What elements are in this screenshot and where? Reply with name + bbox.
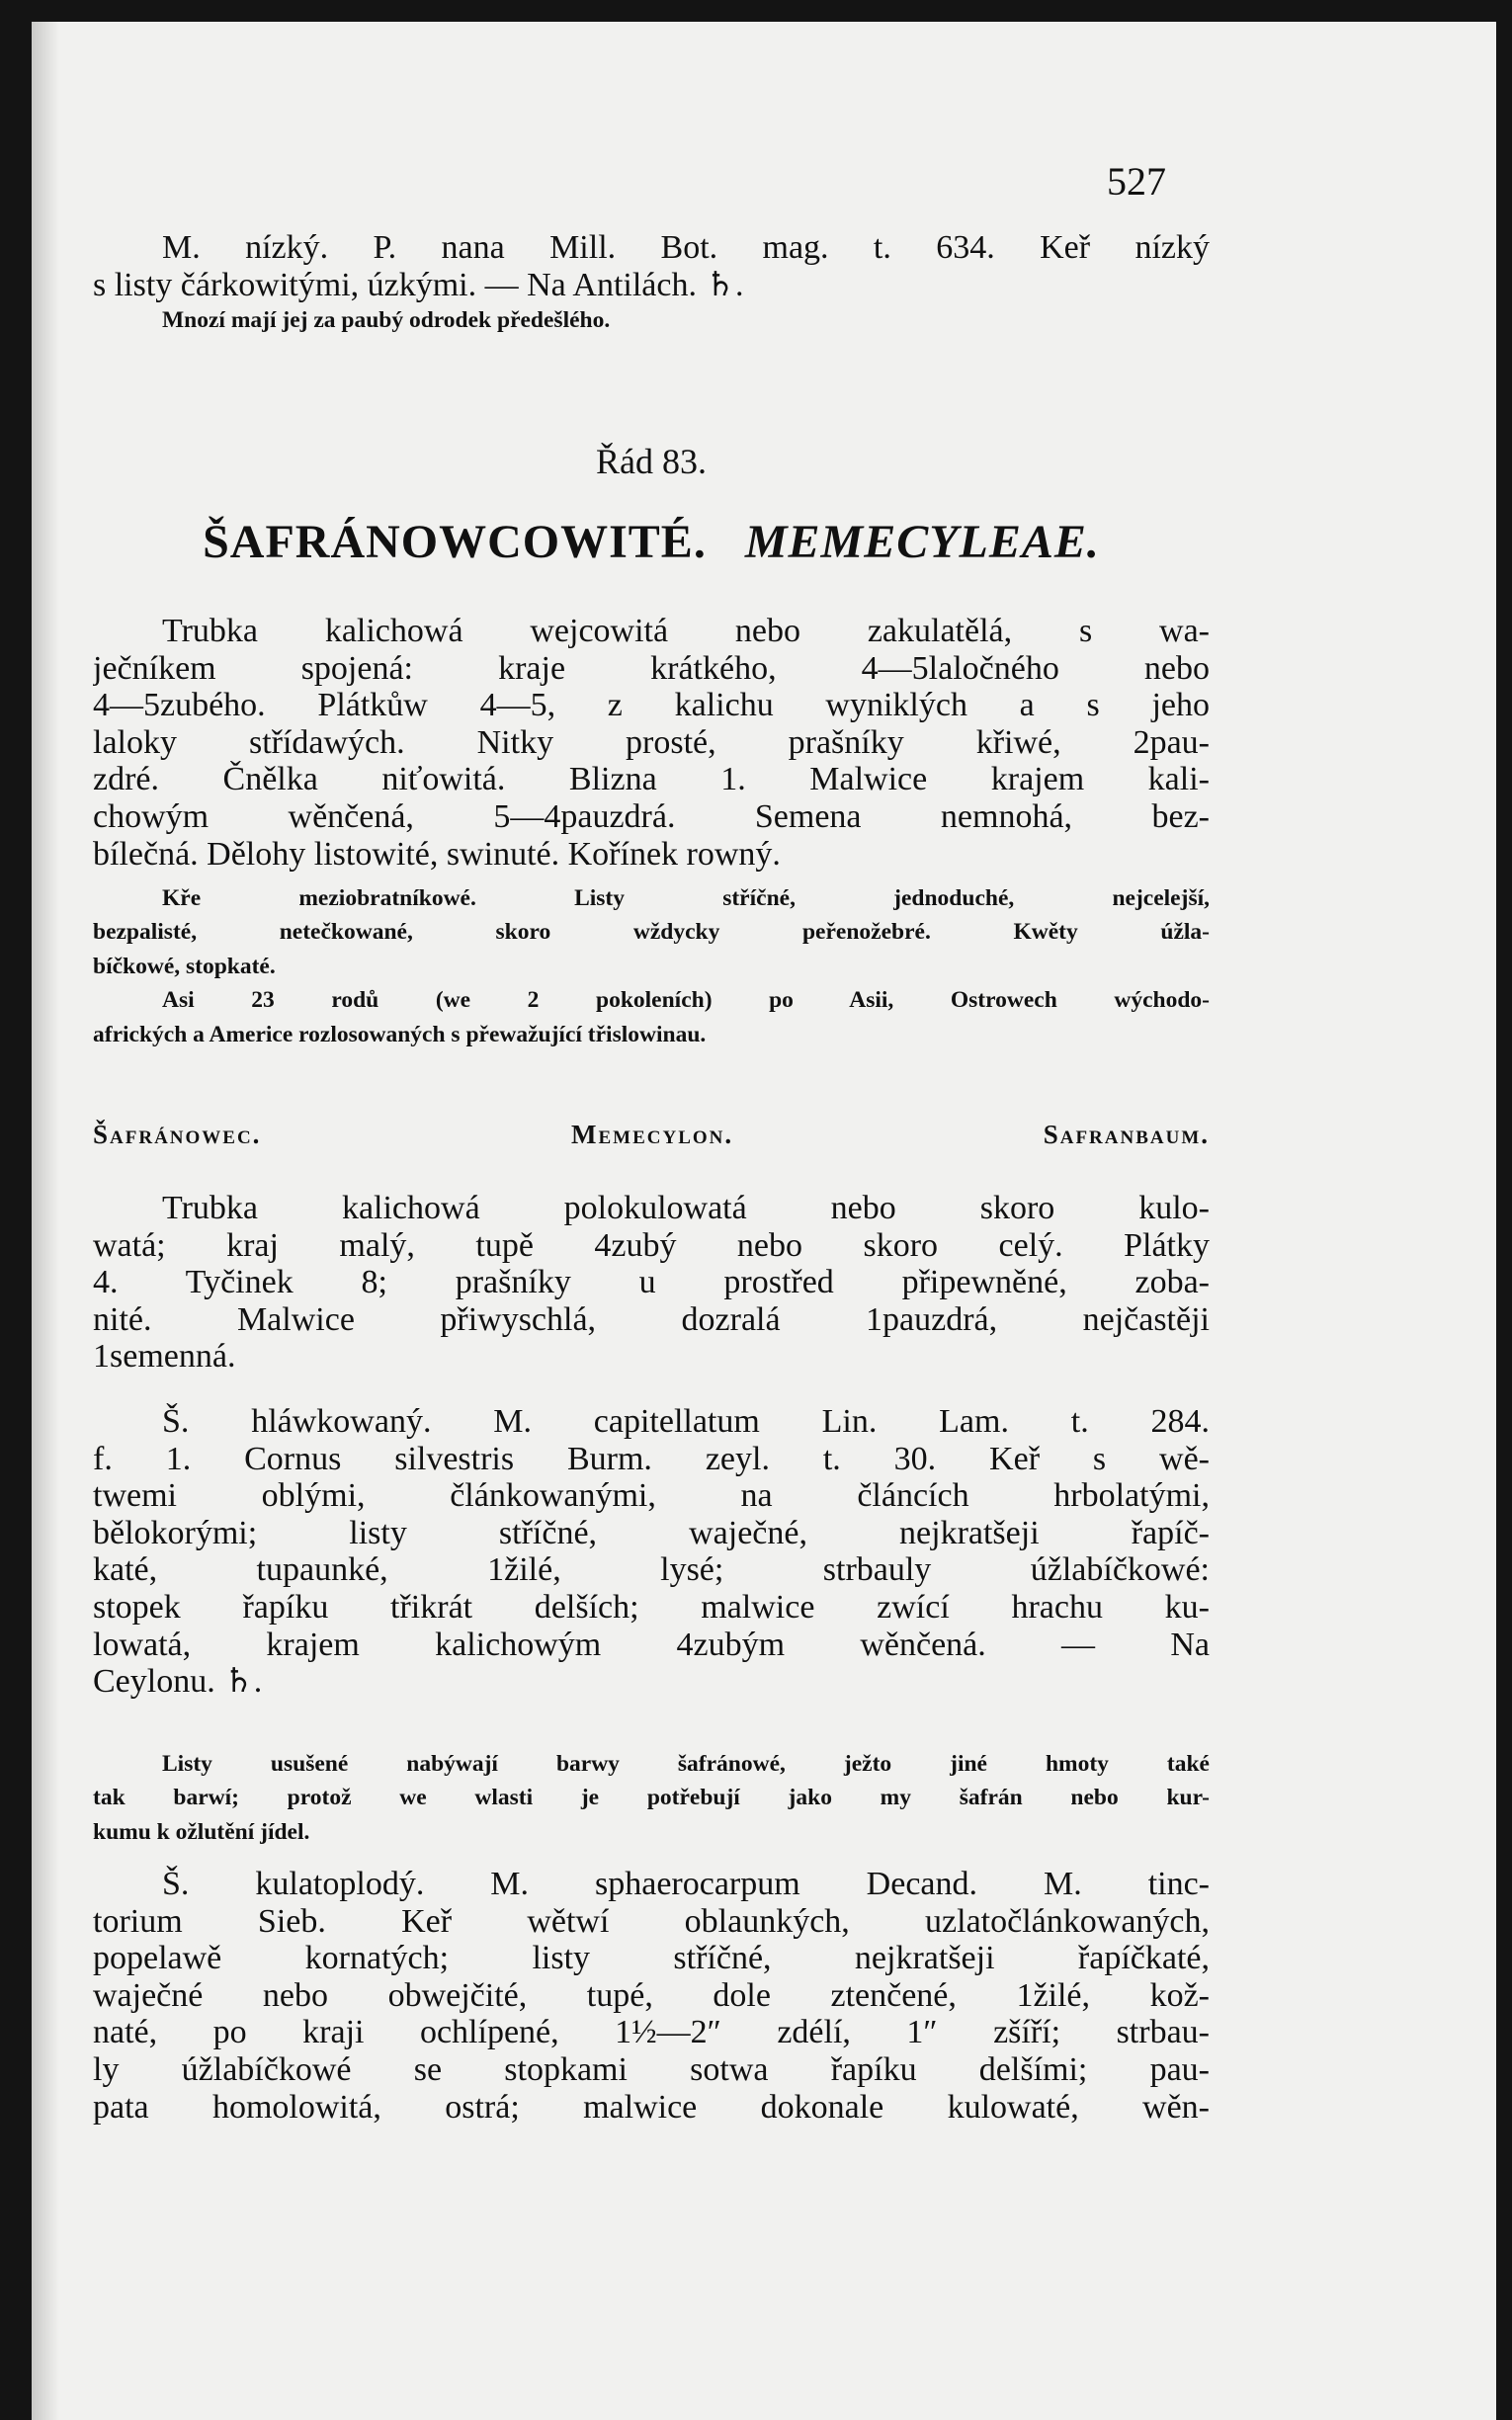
family-desc-line: 4—5zubého. Plátkůw 4—5, z kalichu wyniklých a s jeho xyxy=(93,687,1210,724)
family-dist-line: afrických a Americe rozlosowaných s přewažující třislowinau. xyxy=(93,1021,707,1047)
genus-heading xyxy=(93,1115,1210,1154)
species-capitellatum-notes xyxy=(93,1747,1210,1849)
species-note-line: kumu k ožlutění jídel. xyxy=(93,1818,310,1845)
genus-name-czech: Šafránowec. xyxy=(93,1120,262,1149)
previous-species-line-1: M. nízký. P. nana Mill. Bot. mag. t. 634. Keř nízký xyxy=(162,229,1210,266)
family-note-line: bezpalisté, netečkowané, skoro wždycky peřenožebré. Kwěty úžla- xyxy=(93,919,1210,946)
species-line: popelawě kornatých; listy stříčné, nejkratšeji řapíčkaté, xyxy=(93,1940,1210,1977)
genus-names xyxy=(93,1115,1210,1154)
species-line: f. 1. Cornus silvestris Burm. zeyl. t. 30. Keř s wě- xyxy=(93,1440,1210,1477)
species-line: pata homolowitá, ostrá; malwice dokonale kulowaté, wěn- xyxy=(93,2088,1210,2126)
family-desc-line: Trubka kalichowá wejcowitá nebo zakulatělá, s wa- xyxy=(162,613,1210,649)
genus-desc-line: nité. Malwice přiwyschlá, dozralá 1pauzdrá, nejčastěji xyxy=(93,1300,1210,1338)
genus-description xyxy=(93,1190,1210,1376)
species-line: Ceylonu. ♄. xyxy=(93,1663,263,1701)
family-note-line: Kře meziobratníkowé. Listy stříčné, jednoduché, nejcelejší, xyxy=(162,885,1210,911)
previous-species-note: Mnozí mají jej za paubý odrodek předešlého. xyxy=(162,307,611,334)
family-title xyxy=(93,514,1210,571)
species-note-line: tak barwí; protož we wlasti je potřebují jako my šafrán nebo kur- xyxy=(93,1785,1210,1811)
species-line: lowatá, krajem kalichowým 4zubým wěnčená. — Na xyxy=(93,1626,1210,1663)
species-note-line: Listy usušené nabýwají barwy šafránowé, ježto jiné hmoty také xyxy=(162,1751,1210,1777)
species-line: katé, tupaunké, 1žilé, lysé; strbauly úžlabíčkowé: xyxy=(93,1551,1210,1589)
family-heading xyxy=(93,514,1210,571)
previous-species-block xyxy=(93,229,1210,338)
family-name-latin: MEMECYLEAE. xyxy=(744,516,1100,568)
previous-species-line-2: s listy čárkowitými, úzkými. — Na Antilách. ♄. xyxy=(93,266,744,303)
family-desc-line: ječníkem spojená: kraje krátkého, 4—5laločného nebo xyxy=(93,649,1210,687)
order-heading xyxy=(93,437,1210,486)
family-note-line: bíčkowé, stopkaté. xyxy=(93,953,276,979)
page-number: 527 xyxy=(1107,159,1166,204)
species-line: torium Sieb. Keř wětwí oblaunkých, uzlatočlánkowaných, xyxy=(93,1902,1210,1940)
species-sphaerocarpum xyxy=(93,1866,1210,2126)
species-line: waječné nebo obwejčité, tupé, dole ztenčené, 1žilé, kož- xyxy=(93,1976,1210,2014)
family-notes xyxy=(93,881,1210,1051)
species-line: bělokorými; listy stříčné, waječné, nejkratšeji řapíč- xyxy=(93,1514,1210,1551)
species-capitellatum xyxy=(93,1403,1210,1701)
family-dist-line: Asi 23 rodů (we 2 pokoleních) po Asii, Ostrowech wýchodo- xyxy=(162,987,1210,1014)
order-number: Řád 83. xyxy=(596,442,707,481)
species-line: Š. kulatoplodý. M. sphaerocarpum Decand. M. tinc- xyxy=(162,1866,1210,1902)
genus-desc-line: 4. Tyčinek 8; prašníky u prostřed připewněné, zoba- xyxy=(93,1264,1210,1301)
genus-desc-line: Trubka kalichowá polokulowatá nebo skoro kulo- xyxy=(162,1190,1210,1226)
genus-name-german: Safranbaum. xyxy=(1043,1120,1211,1149)
family-desc-line: chowým wěnčená, 5—4pauzdrá. Semena nemnohá, bez- xyxy=(93,797,1210,835)
book-page xyxy=(32,22,1496,2420)
genus-desc-line: watá; kraj malý, tupě 4zubý nebo skoro celý. Plátky xyxy=(93,1226,1210,1264)
species-line: twemi oblými, článkowanými, na článcích hrbolatými, xyxy=(93,1477,1210,1515)
family-desc-line: bílečná. Dělohy listowité, swinuté. Kořínek rowný. xyxy=(93,835,781,873)
family-desc-line: zdré. Čnělka niťowitá. Blizna 1. Malwice krajem kali- xyxy=(93,761,1210,798)
species-line: stopek řapíku třikrát delších; malwice zwící hrachu ku- xyxy=(93,1588,1210,1626)
species-line: naté, po kraji ochlípené, 1½—2″ zdélí, 1″ zšíří; strbau- xyxy=(93,2014,1210,2051)
genus-desc-line: 1semenná. xyxy=(93,1338,236,1376)
family-description xyxy=(93,613,1210,873)
family-name-czech: ŠAFRÁNOWCOWITÉ. xyxy=(203,516,707,568)
species-line: ly úžlabíčkowé se stopkami sotwa řapíku delšími; pau- xyxy=(93,2050,1210,2088)
genus-name-latin: Memecylon. xyxy=(571,1120,734,1149)
page-gutter-shadow xyxy=(32,22,59,2420)
species-line: Š. hláwkowaný. M. capitellatum Lin. Lam. t. 284. xyxy=(162,1403,1210,1440)
family-desc-line: laloky střídawých. Nitky prosté, prašníky křiwé, 2pau- xyxy=(93,723,1210,761)
